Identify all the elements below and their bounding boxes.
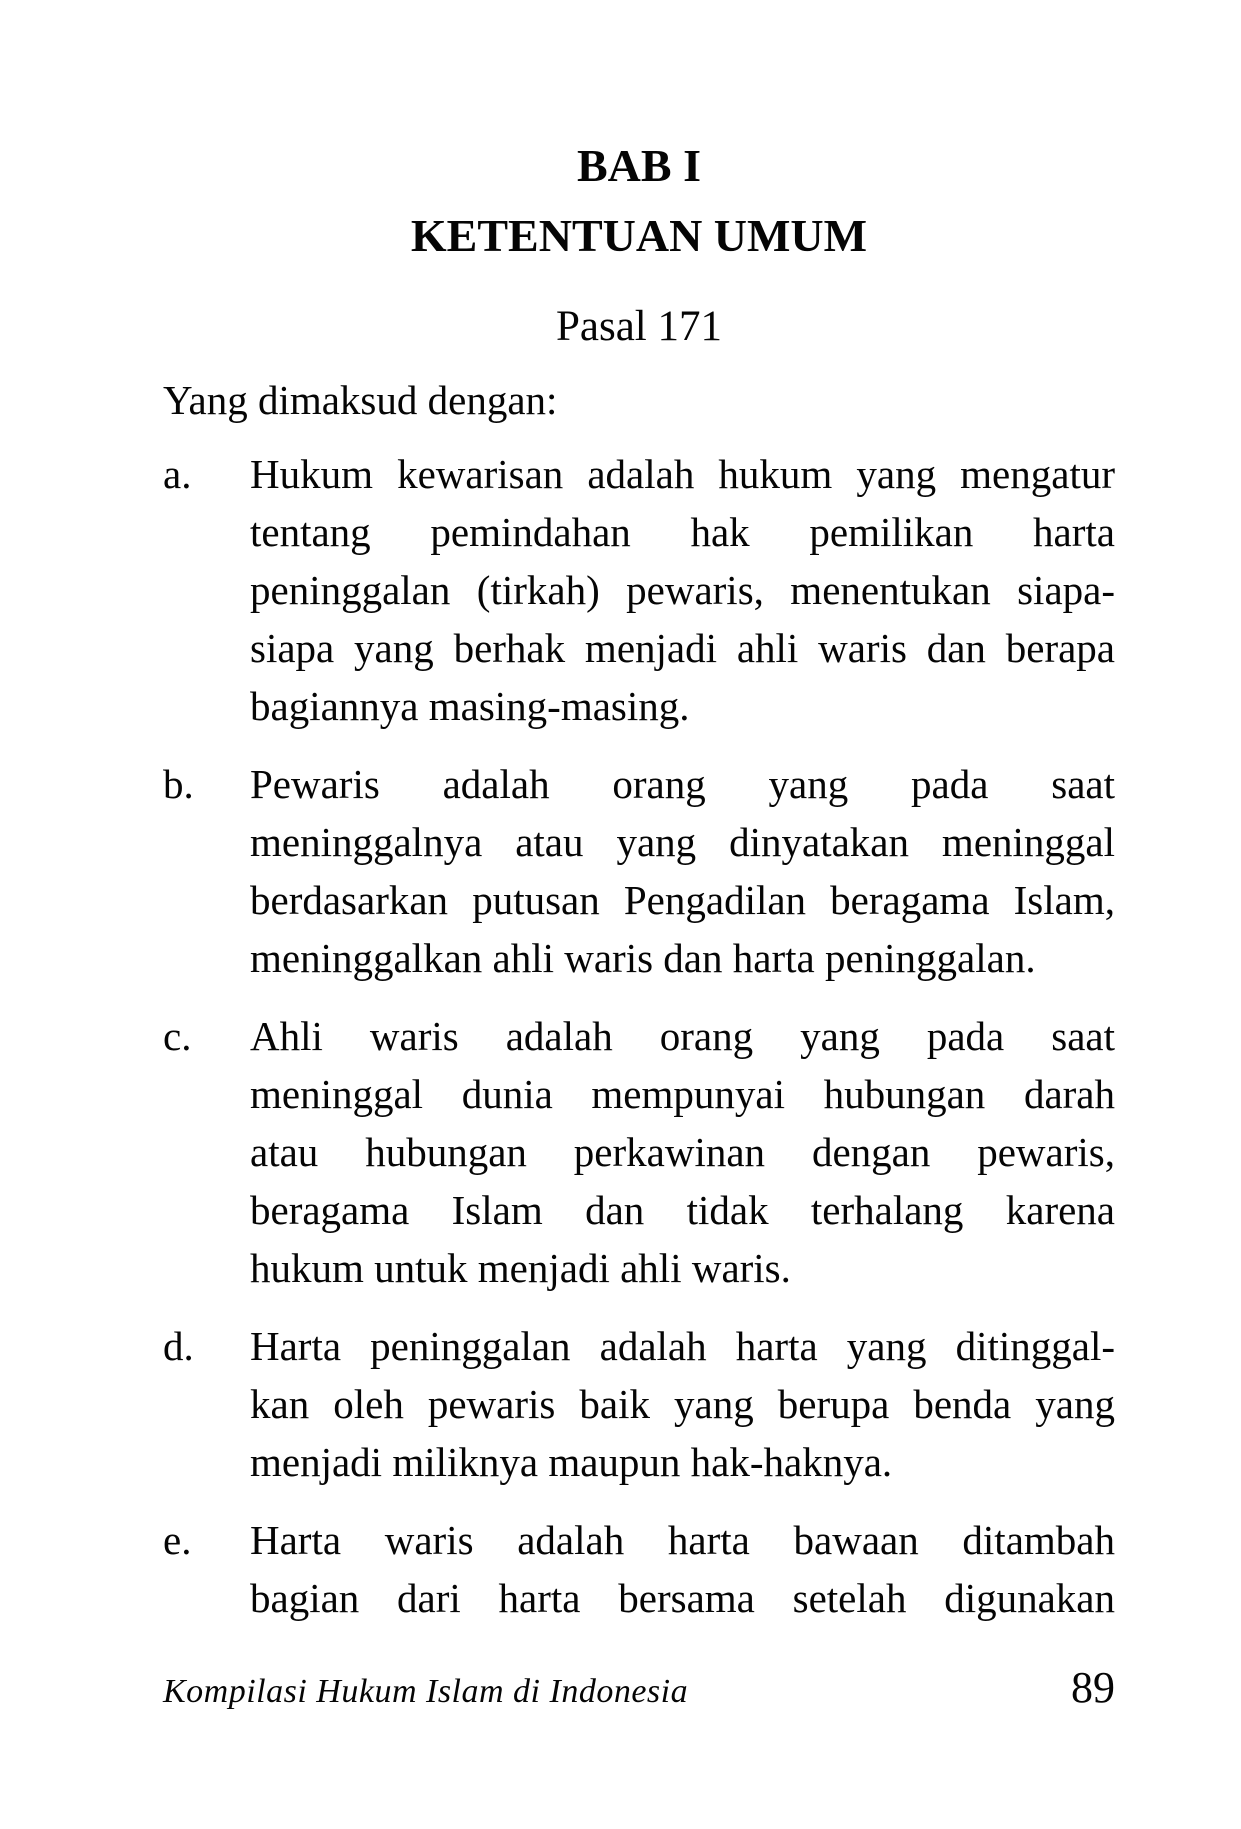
- definition-item: [163, 1511, 1115, 1627]
- definition-item: [163, 755, 1115, 987]
- definition-line: meninggalkan ahli waris dan harta peninggalan.: [250, 935, 1036, 981]
- definition-line: Pewaris adalah orang yang pada saat: [250, 761, 1115, 807]
- definition-line: bagian dari harta bersama setelah digunakan: [250, 1575, 1115, 1621]
- definition-label: b.: [163, 761, 194, 807]
- definition-item: [163, 445, 1115, 735]
- chapter-title: KETENTUAN UMUM: [410, 210, 868, 261]
- definition-line: kan oleh pewaris baik yang berupa benda yang: [250, 1381, 1115, 1427]
- definition-line: Ahli waris adalah orang yang pada saat: [250, 1013, 1115, 1059]
- definition-line: peninggalan (tirkah) pewaris, menentukan siapa-: [250, 567, 1115, 613]
- definition-line: meninggal dunia mempunyai hubungan darah: [250, 1071, 1115, 1117]
- definition-line: tentang pemindahan hak pemilikan harta: [250, 509, 1115, 555]
- definition-label: d.: [163, 1323, 194, 1369]
- definition-line: meninggalnya atau yang dinyatakan meninggal: [250, 819, 1115, 865]
- running-footer-book-title: Kompilasi Hukum Islam di Indonesia: [163, 1673, 689, 1710]
- definition-label: a.: [163, 451, 192, 497]
- page-number: 89: [1071, 1663, 1115, 1712]
- intro-text: Yang dimaksud dengan:: [163, 377, 558, 423]
- definition-lines: [250, 445, 1115, 735]
- definition-lines: [250, 755, 1115, 987]
- definition-line: beragama Islam dan tidak terhalang karena: [250, 1187, 1115, 1233]
- definition-list: [163, 445, 1115, 1627]
- definition-item: [163, 1317, 1115, 1491]
- definition-lines: [250, 1511, 1115, 1627]
- chapter-heading: BAB I: [577, 140, 701, 191]
- definition-line: menjadi miliknya maupun hak-haknya.: [250, 1439, 893, 1485]
- definition-item: [163, 1007, 1115, 1297]
- definition-line: Harta waris adalah harta bawaan ditambah: [250, 1517, 1115, 1563]
- definition-label: c.: [163, 1013, 192, 1059]
- definition-line: Hukum kewarisan adalah hukum yang mengatur: [250, 451, 1115, 497]
- definition-line: Harta peninggalan adalah harta yang ditinggal-: [250, 1323, 1115, 1369]
- definition-line: atau hubungan perkawinan dengan pewaris,: [250, 1129, 1115, 1175]
- definition-lines: [250, 1007, 1115, 1297]
- definition-line: siapa yang berhak menjadi ahli waris dan berapa: [250, 625, 1115, 671]
- article-heading: Pasal 171: [555, 303, 723, 350]
- definition-line: hukum untuk menjadi ahli waris.: [250, 1245, 791, 1291]
- definition-lines: [250, 1317, 1115, 1491]
- definition-line: bagiannya masing-masing.: [250, 683, 690, 729]
- definition-line: berdasarkan putusan Pengadilan beragama Islam,: [250, 877, 1115, 923]
- definition-label: e.: [163, 1517, 192, 1563]
- page-footer: [163, 1662, 1115, 1713]
